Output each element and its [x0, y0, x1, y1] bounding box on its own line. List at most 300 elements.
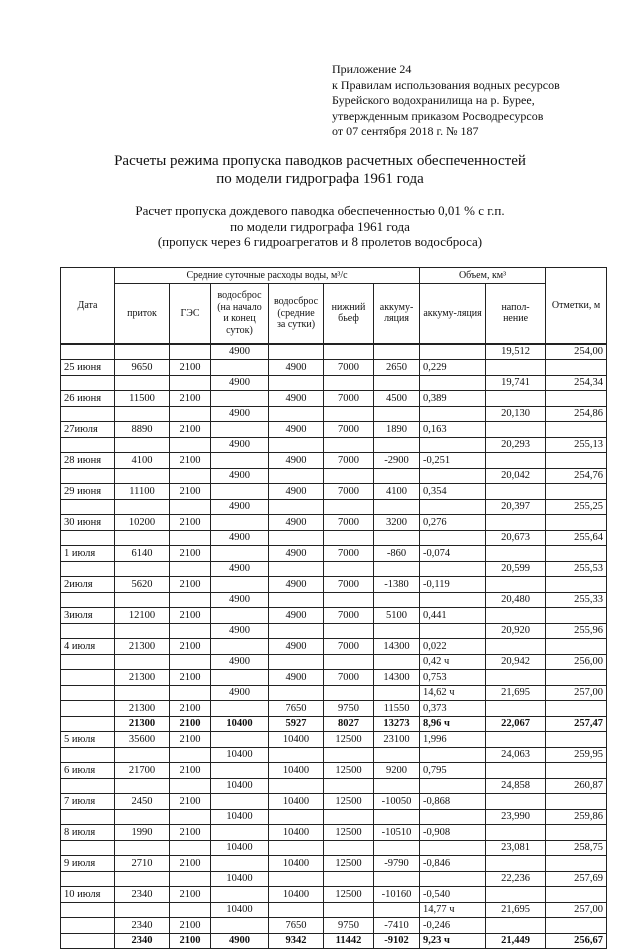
cell-filling: 20,130	[486, 406, 546, 422]
cell-spill-start-end	[211, 639, 269, 655]
cell-filling	[486, 639, 546, 655]
caption-line: Расчет пропуска дождевого паводка обеспеченностью 0,01 % с г.п.	[135, 203, 505, 218]
cell-inflow	[115, 406, 170, 422]
cell-tailwater	[324, 654, 374, 670]
cell-tailwater	[324, 871, 374, 887]
cell-date	[61, 747, 115, 763]
cell-hpp: 2100	[170, 453, 211, 469]
cell-spill-start-end	[211, 484, 269, 500]
cell-inflow	[115, 468, 170, 484]
cell-hpp: 2100	[170, 577, 211, 593]
cell-accumulation-flow	[374, 809, 420, 825]
cell-spill-start-end: 4900	[211, 468, 269, 484]
cell-level: 255,64	[546, 530, 607, 546]
cell-spill-start-end: 4900	[211, 344, 269, 360]
cell-filling: 21,695	[486, 685, 546, 701]
cell-spill-average	[269, 902, 324, 918]
cell-accumulation-flow: -860	[374, 546, 420, 562]
cell-hpp: 2100	[170, 422, 211, 438]
cell-filling: 20,042	[486, 468, 546, 484]
table-row	[61, 809, 607, 825]
cell-date	[61, 530, 115, 546]
cell-date	[61, 406, 115, 422]
cell-hpp: 2100	[170, 794, 211, 810]
table-row	[61, 716, 607, 732]
cell-inflow: 35600	[115, 732, 170, 748]
cell-accumulation-volume	[420, 623, 486, 639]
cell-accumulation-volume: 14,62 ч	[420, 685, 486, 701]
table-row	[61, 561, 607, 577]
cell-spill-start-end: 4900	[211, 561, 269, 577]
table-row	[61, 422, 607, 438]
cell-spill-start-end	[211, 515, 269, 531]
cell-hpp: 2100	[170, 515, 211, 531]
cell-spill-average	[269, 685, 324, 701]
cell-level	[546, 701, 607, 717]
cell-spill-average	[269, 747, 324, 763]
cell-tailwater	[324, 530, 374, 546]
cell-filling: 23,081	[486, 840, 546, 856]
cell-tailwater: 9750	[324, 701, 374, 717]
cell-tailwater: 12500	[324, 825, 374, 841]
cell-spill-average: 4900	[269, 639, 324, 655]
cell-tailwater	[324, 375, 374, 391]
table-row	[61, 763, 607, 779]
cell-date	[61, 871, 115, 887]
cell-accumulation-flow: -10160	[374, 887, 420, 903]
cell-filling: 22,236	[486, 871, 546, 887]
cell-accumulation-volume: 1,996	[420, 732, 486, 748]
cell-tailwater	[324, 499, 374, 515]
cell-filling: 21,449	[486, 933, 546, 949]
cell-hpp: 2100	[170, 918, 211, 934]
cell-date	[61, 778, 115, 794]
cell-spill-start-end: 4900	[211, 933, 269, 949]
cell-inflow	[115, 375, 170, 391]
table-row	[61, 918, 607, 934]
table-row	[61, 437, 607, 453]
cell-hpp: 2100	[170, 639, 211, 655]
table-row	[61, 747, 607, 763]
cell-hpp: 2100	[170, 670, 211, 686]
cell-hpp: 2100	[170, 763, 211, 779]
cell-accumulation-flow: -1380	[374, 577, 420, 593]
cell-date	[61, 344, 115, 360]
cell-hpp	[170, 747, 211, 763]
cell-inflow: 11100	[115, 484, 170, 500]
cell-accumulation-flow	[374, 685, 420, 701]
cell-spill-start-end: 4900	[211, 437, 269, 453]
appendix-line: Приложение 24	[332, 62, 412, 76]
cell-inflow	[115, 530, 170, 546]
cell-accumulation-volume	[420, 437, 486, 453]
table-row	[61, 391, 607, 407]
cell-date: 10 июля	[61, 887, 115, 903]
cell-date: 8 июля	[61, 825, 115, 841]
cell-spill-average: 10400	[269, 825, 324, 841]
cell-filling	[486, 918, 546, 934]
cell-accumulation-volume: 0,389	[420, 391, 486, 407]
cell-filling: 19,512	[486, 344, 546, 360]
cell-date: 27июля	[61, 422, 115, 438]
cell-accumulation-volume: 9,23 ч	[420, 933, 486, 949]
cell-spill-start-end	[211, 360, 269, 376]
cell-hpp: 2100	[170, 825, 211, 841]
cell-tailwater: 7000	[324, 391, 374, 407]
cell-filling	[486, 546, 546, 562]
cell-hpp: 2100	[170, 484, 211, 500]
cell-date	[61, 809, 115, 825]
cell-accumulation-flow	[374, 468, 420, 484]
cell-hpp	[170, 530, 211, 546]
table-row	[61, 577, 607, 593]
table-row	[61, 623, 607, 639]
cell-tailwater: 12500	[324, 794, 374, 810]
cell-filling	[486, 732, 546, 748]
cell-spill-average	[269, 530, 324, 546]
cell-accumulation-volume	[420, 561, 486, 577]
cell-accumulation-volume: 0,441	[420, 608, 486, 624]
cell-accumulation-flow: -9102	[374, 933, 420, 949]
table-row	[61, 685, 607, 701]
cell-inflow: 21300	[115, 716, 170, 732]
cell-accumulation-flow	[374, 530, 420, 546]
cell-hpp: 2100	[170, 716, 211, 732]
cell-filling: 20,293	[486, 437, 546, 453]
cell-accumulation-flow: 9200	[374, 763, 420, 779]
cell-spill-start-end	[211, 577, 269, 593]
cell-hpp: 2100	[170, 546, 211, 562]
cell-date	[61, 654, 115, 670]
cell-tailwater	[324, 685, 374, 701]
cell-spill-average: 4900	[269, 546, 324, 562]
caption-line: по модели гидрографа 1961 года	[230, 218, 410, 234]
cell-spill-average: 4900	[269, 360, 324, 376]
cell-filling: 22,067	[486, 716, 546, 732]
cell-date	[61, 840, 115, 856]
cell-level: 254,34	[546, 375, 607, 391]
table-row	[61, 871, 607, 887]
cell-spill-average: 4900	[269, 391, 324, 407]
header-volume-group: Объем, км³	[420, 268, 546, 284]
cell-tailwater: 7000	[324, 360, 374, 376]
cell-level: 258,75	[546, 840, 607, 856]
cell-spill-start-end	[211, 825, 269, 841]
cell-date	[61, 468, 115, 484]
cell-level	[546, 453, 607, 469]
cell-accumulation-flow	[374, 375, 420, 391]
cell-tailwater	[324, 561, 374, 577]
cell-level: 255,96	[546, 623, 607, 639]
cell-hpp: 2100	[170, 391, 211, 407]
cell-filling	[486, 484, 546, 500]
cell-inflow: 21700	[115, 763, 170, 779]
cell-spill-average	[269, 809, 324, 825]
cell-level	[546, 484, 607, 500]
cell-date: 7 июля	[61, 794, 115, 810]
cell-hpp	[170, 375, 211, 391]
cell-hpp	[170, 809, 211, 825]
cell-level	[546, 918, 607, 934]
cell-inflow: 21300	[115, 670, 170, 686]
cell-filling	[486, 608, 546, 624]
cell-spill-average: 4900	[269, 515, 324, 531]
cell-hpp: 2100	[170, 933, 211, 949]
cell-spill-average: 4900	[269, 577, 324, 593]
cell-spill-average	[269, 871, 324, 887]
cell-date	[61, 918, 115, 934]
cell-accumulation-flow	[374, 406, 420, 422]
cell-accumulation-flow	[374, 623, 420, 639]
cell-spill-average: 10400	[269, 763, 324, 779]
cell-filling: 20,397	[486, 499, 546, 515]
cell-spill-start-end	[211, 763, 269, 779]
cell-tailwater: 7000	[324, 453, 374, 469]
cell-date	[61, 561, 115, 577]
cell-date	[61, 701, 115, 717]
cell-spill-average	[269, 623, 324, 639]
cell-level: 254,76	[546, 468, 607, 484]
cell-tailwater: 8027	[324, 716, 374, 732]
cell-accumulation-volume	[420, 499, 486, 515]
cell-level	[546, 670, 607, 686]
cell-filling	[486, 856, 546, 872]
table-row	[61, 530, 607, 546]
cell-accumulation-volume	[420, 344, 486, 360]
table-row	[61, 608, 607, 624]
cell-spill-average	[269, 468, 324, 484]
cell-level	[546, 794, 607, 810]
cell-inflow: 2340	[115, 918, 170, 934]
cell-date: 9 июля	[61, 856, 115, 872]
flood-calculation-table	[60, 267, 607, 949]
cell-accumulation-flow: 4500	[374, 391, 420, 407]
cell-filling: 23,990	[486, 809, 546, 825]
cell-tailwater: 7000	[324, 670, 374, 686]
cell-spill-average: 4900	[269, 484, 324, 500]
cell-level: 259,86	[546, 809, 607, 825]
header-hpp: ГЭС	[170, 284, 211, 344]
header-date: Дата	[61, 268, 115, 344]
cell-inflow: 4100	[115, 453, 170, 469]
cell-spill-average	[269, 778, 324, 794]
cell-accumulation-volume: -0,246	[420, 918, 486, 934]
cell-accumulation-flow	[374, 871, 420, 887]
cell-accumulation-volume	[420, 840, 486, 856]
cell-spill-start-end: 10400	[211, 778, 269, 794]
cell-date	[61, 623, 115, 639]
table-row	[61, 856, 607, 872]
cell-inflow: 11500	[115, 391, 170, 407]
header-accumulation-volume: аккуму-ляция	[420, 284, 486, 344]
cell-accumulation-flow: 3200	[374, 515, 420, 531]
cell-hpp: 2100	[170, 701, 211, 717]
cell-spill-start-end	[211, 887, 269, 903]
table-row	[61, 933, 607, 949]
cell-level: 257,00	[546, 685, 607, 701]
cell-spill-average: 10400	[269, 794, 324, 810]
cell-level: 257,69	[546, 871, 607, 887]
cell-level: 257,00	[546, 902, 607, 918]
cell-inflow	[115, 654, 170, 670]
header-filling: напол-нение	[486, 284, 546, 344]
cell-inflow: 6140	[115, 546, 170, 562]
cell-accumulation-volume: -0,846	[420, 856, 486, 872]
cell-tailwater: 7000	[324, 515, 374, 531]
cell-hpp: 2100	[170, 360, 211, 376]
cell-inflow	[115, 561, 170, 577]
cell-spill-average	[269, 499, 324, 515]
cell-filling	[486, 577, 546, 593]
cell-spill-average	[269, 592, 324, 608]
cell-filling	[486, 825, 546, 841]
cell-accumulation-flow	[374, 499, 420, 515]
cell-accumulation-volume: 14,77 ч	[420, 902, 486, 918]
cell-tailwater	[324, 840, 374, 856]
cell-date: 6 июля	[61, 763, 115, 779]
cell-spill-start-end: 4900	[211, 685, 269, 701]
cell-level: 254,86	[546, 406, 607, 422]
cell-inflow	[115, 778, 170, 794]
cell-date	[61, 499, 115, 515]
cell-spill-average: 10400	[269, 732, 324, 748]
cell-filling	[486, 391, 546, 407]
cell-inflow: 2710	[115, 856, 170, 872]
cell-accumulation-volume: -0,540	[420, 887, 486, 903]
cell-spill-start-end: 10400	[211, 716, 269, 732]
cell-spill-average	[269, 406, 324, 422]
cell-accumulation-flow: 11550	[374, 701, 420, 717]
cell-date	[61, 933, 115, 949]
cell-accumulation-flow	[374, 437, 420, 453]
cell-accumulation-volume: 0,753	[420, 670, 486, 686]
cell-level	[546, 887, 607, 903]
header-inflow: приток	[115, 284, 170, 344]
cell-level	[546, 515, 607, 531]
cell-spill-average: 4900	[269, 670, 324, 686]
cell-filling: 24,858	[486, 778, 546, 794]
header-accumulation-flow: аккуму-ляция	[374, 284, 420, 344]
cell-tailwater	[324, 809, 374, 825]
cell-level	[546, 577, 607, 593]
cell-spill-average	[269, 561, 324, 577]
cell-spill-start-end	[211, 453, 269, 469]
cell-filling: 20,673	[486, 530, 546, 546]
cell-spill-start-end: 10400	[211, 840, 269, 856]
cell-spill-start-end: 4900	[211, 499, 269, 515]
cell-filling: 20,599	[486, 561, 546, 577]
cell-accumulation-volume	[420, 778, 486, 794]
cell-spill-start-end	[211, 670, 269, 686]
cell-accumulation-volume: 0,022	[420, 639, 486, 655]
cell-level	[546, 608, 607, 624]
cell-tailwater: 7000	[324, 422, 374, 438]
cell-accumulation-flow: 2650	[374, 360, 420, 376]
table-row	[61, 778, 607, 794]
cell-accumulation-volume	[420, 375, 486, 391]
table-row	[61, 825, 607, 841]
header-levels: Отметки, м	[546, 268, 607, 344]
table-body	[61, 344, 607, 949]
cell-level: 255,25	[546, 499, 607, 515]
cell-spill-start-end: 4900	[211, 623, 269, 639]
cell-filling: 20,920	[486, 623, 546, 639]
cell-spill-average: 7650	[269, 918, 324, 934]
cell-level: 256,67	[546, 933, 607, 949]
cell-spill-start-end: 10400	[211, 809, 269, 825]
cell-accumulation-volume: -0,251	[420, 453, 486, 469]
cell-spill-average: 4900	[269, 422, 324, 438]
cell-tailwater: 12500	[324, 763, 374, 779]
cell-filling	[486, 701, 546, 717]
cell-tailwater	[324, 902, 374, 918]
cell-accumulation-flow: 1890	[374, 422, 420, 438]
cell-accumulation-flow: 14300	[374, 639, 420, 655]
cell-spill-start-end: 4900	[211, 530, 269, 546]
cell-level: 257,47	[546, 716, 607, 732]
cell-accumulation-volume	[420, 530, 486, 546]
cell-level	[546, 391, 607, 407]
cell-tailwater: 7000	[324, 577, 374, 593]
cell-spill-average: 7650	[269, 701, 324, 717]
cell-date	[61, 437, 115, 453]
cell-accumulation-volume	[420, 406, 486, 422]
header-flows-group: Средние суточные расходы воды, м³/с	[115, 268, 420, 284]
cell-hpp: 2100	[170, 732, 211, 748]
cell-accumulation-volume	[420, 468, 486, 484]
cell-date: 25 июня	[61, 360, 115, 376]
cell-spill-start-end	[211, 794, 269, 810]
cell-accumulation-volume: 0,795	[420, 763, 486, 779]
table-row	[61, 515, 607, 531]
cell-accumulation-flow	[374, 592, 420, 608]
cell-hpp	[170, 344, 211, 360]
cell-spill-start-end	[211, 422, 269, 438]
document-title	[0, 152, 640, 188]
cell-filling	[486, 794, 546, 810]
cell-accumulation-volume: 0,42 ч	[420, 654, 486, 670]
cell-hpp	[170, 406, 211, 422]
cell-date	[61, 685, 115, 701]
header-spill-start-end: водосброс (на начало и конец суток)	[211, 284, 269, 344]
cell-spill-average	[269, 654, 324, 670]
cell-date: 5 июля	[61, 732, 115, 748]
cell-inflow	[115, 809, 170, 825]
cell-spill-start-end	[211, 701, 269, 717]
cell-accumulation-volume	[420, 809, 486, 825]
cell-accumulation-flow	[374, 654, 420, 670]
cell-accumulation-flow	[374, 344, 420, 360]
table-row	[61, 344, 607, 360]
cell-inflow: 21300	[115, 639, 170, 655]
cell-accumulation-flow: -7410	[374, 918, 420, 934]
cell-level: 259,95	[546, 747, 607, 763]
cell-spill-average: 4900	[269, 608, 324, 624]
cell-spill-start-end: 10400	[211, 902, 269, 918]
cell-hpp	[170, 902, 211, 918]
cell-level	[546, 546, 607, 562]
cell-date	[61, 902, 115, 918]
cell-spill-start-end	[211, 608, 269, 624]
cell-tailwater: 12500	[324, 856, 374, 872]
cell-accumulation-volume: -0,868	[420, 794, 486, 810]
cell-hpp	[170, 654, 211, 670]
cell-spill-start-end: 4900	[211, 406, 269, 422]
cell-tailwater	[324, 592, 374, 608]
cell-hpp	[170, 468, 211, 484]
cell-accumulation-flow: 23100	[374, 732, 420, 748]
cell-accumulation-volume	[420, 592, 486, 608]
